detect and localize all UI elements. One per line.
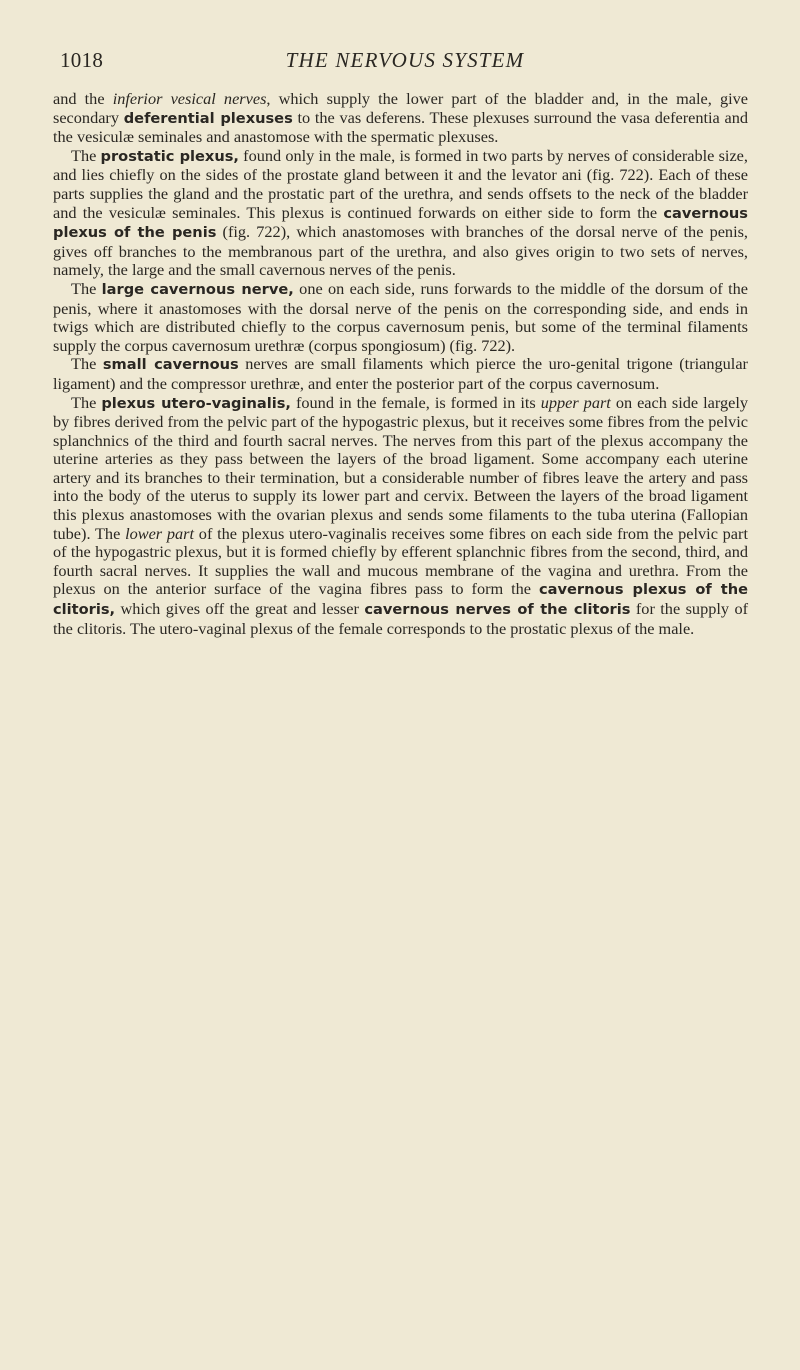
term-deferential-plexuses: deferential plexuses [123,109,293,127]
text-run: The [71,354,103,374]
text-run: for the supply of the clitoris. The utero-vaginal plexus of the female corresponds to the prostatic plexus of the male. [53,599,749,638]
text-run: and the [53,89,113,108]
paragraph [53,394,748,639]
body-text [53,90,748,638]
text-run: found in the female, is formed in its [290,392,541,412]
paragraph [53,147,748,280]
text-run: , which supply the lower part of the bladder and, in the male, give secondary [53,89,748,127]
paragraph [53,280,748,355]
text-run: of the plexus utero-vaginalis receives some fibres on each side from the pelvic part of the hypogastric plexus, but it is formed chiefly by efferent splanchnic fibres from the second, third, and fourth sacral nerves. It supplies the wall and mucous membrane of the vagina and urethra. From the plexus on the anterior surface of the vagina fibres pass to form the [53,523,748,599]
term-plexus-utero-vaginalis: plexus utero-vaginalis, [101,394,291,412]
paragraph [53,355,748,393]
text-run: nerves are small filaments which pierce the uro-genital trigone (triangular ligament) and the compressor urethræ, and enter the posterior part of the corpus cavernosum. [53,354,748,393]
term-cavernous-nerves-clitoris: cavernous nerves of the clitoris [364,601,631,619]
text-run: which gives off the great and lesser [115,599,365,619]
text-run: (fig. 722), which anastomoses with branches of the dorsal nerve of the penis, gives off branches to the membranous part of the urethra, and also gives origin to two sets of nerves, namely, the large and the small cavernous nerves of the penis. [53,222,749,280]
text-run: to the vas deferens. These plexuses surround the vasa deferentia and the vesiculæ seminales and anastomose with the spermatic plexuses. [53,107,748,147]
page-header [60,48,750,78]
term-small-cavernous: small cavernous [102,356,239,374]
text-run: found only in the male, is formed in two parts by nerves of considerable size, and lies chiefly on the sides of the prostate gland between it and the levator ani (fig. 722). Each of these parts supplies the gland and the prostatic part of the urethra, and sends offsets to the neck of the bladder and the vesiculæ seminales. This plexus is continued forwards on either side to form the [53,145,748,222]
running-title: THE NERVOUS SYSTEM [285,48,525,72]
term-lower-part: lower part [125,523,195,543]
term-cavernous-plexus-penis: cavernous plexus of the penis [53,204,748,242]
paragraph [53,90,748,147]
text-run: one on each side, runs forwards to the middle of the dorsum of the penis, where it anastomoses with the dorsal nerve of the penis on the corresponding side, and ends in twigs which are distributed chiefly to the corpus cavernosum penis, but some of the terminal filaments supply the corpus cavernosum urethræ (corpus spongiosum) (fig. 722). [53,278,749,355]
term-prostatic-plexus: prostatic plexus, [100,147,239,165]
text-run: The [71,278,102,298]
page-number: 1018 [60,48,104,72]
term-large-cavernous-nerve: large cavernous nerve, [101,280,294,298]
term-inferior-vesical-nerves: inferior vesical nerves [112,89,267,108]
term-cavernous-plexus-clitoris: cavernous plexus of the clitoris, [53,581,748,619]
term-upper-part: upper part [540,392,611,412]
text-run: on each side largely by fibres derived from the pelvic part of the hypogastric plexus, but it receives some fibres from the pelvic splanchnics of the third and fourth sacral nerves. The nerves from this part of the plexus accompany the uterine arteries as they pass between the layers of the broad ligament. Some accompany each uterine artery and its branches to their termination, but a considerable number of fibres leave the artery and pass into the body of the uterus to supply its lower part and cervix. Between the layers of the broad ligament this plexus anastomoses with the ovarian plexus and sends some filaments to the tuba uterina (Fallopian tube). The [53,392,749,543]
text-run: The [71,392,102,412]
text-run: The [71,145,101,165]
